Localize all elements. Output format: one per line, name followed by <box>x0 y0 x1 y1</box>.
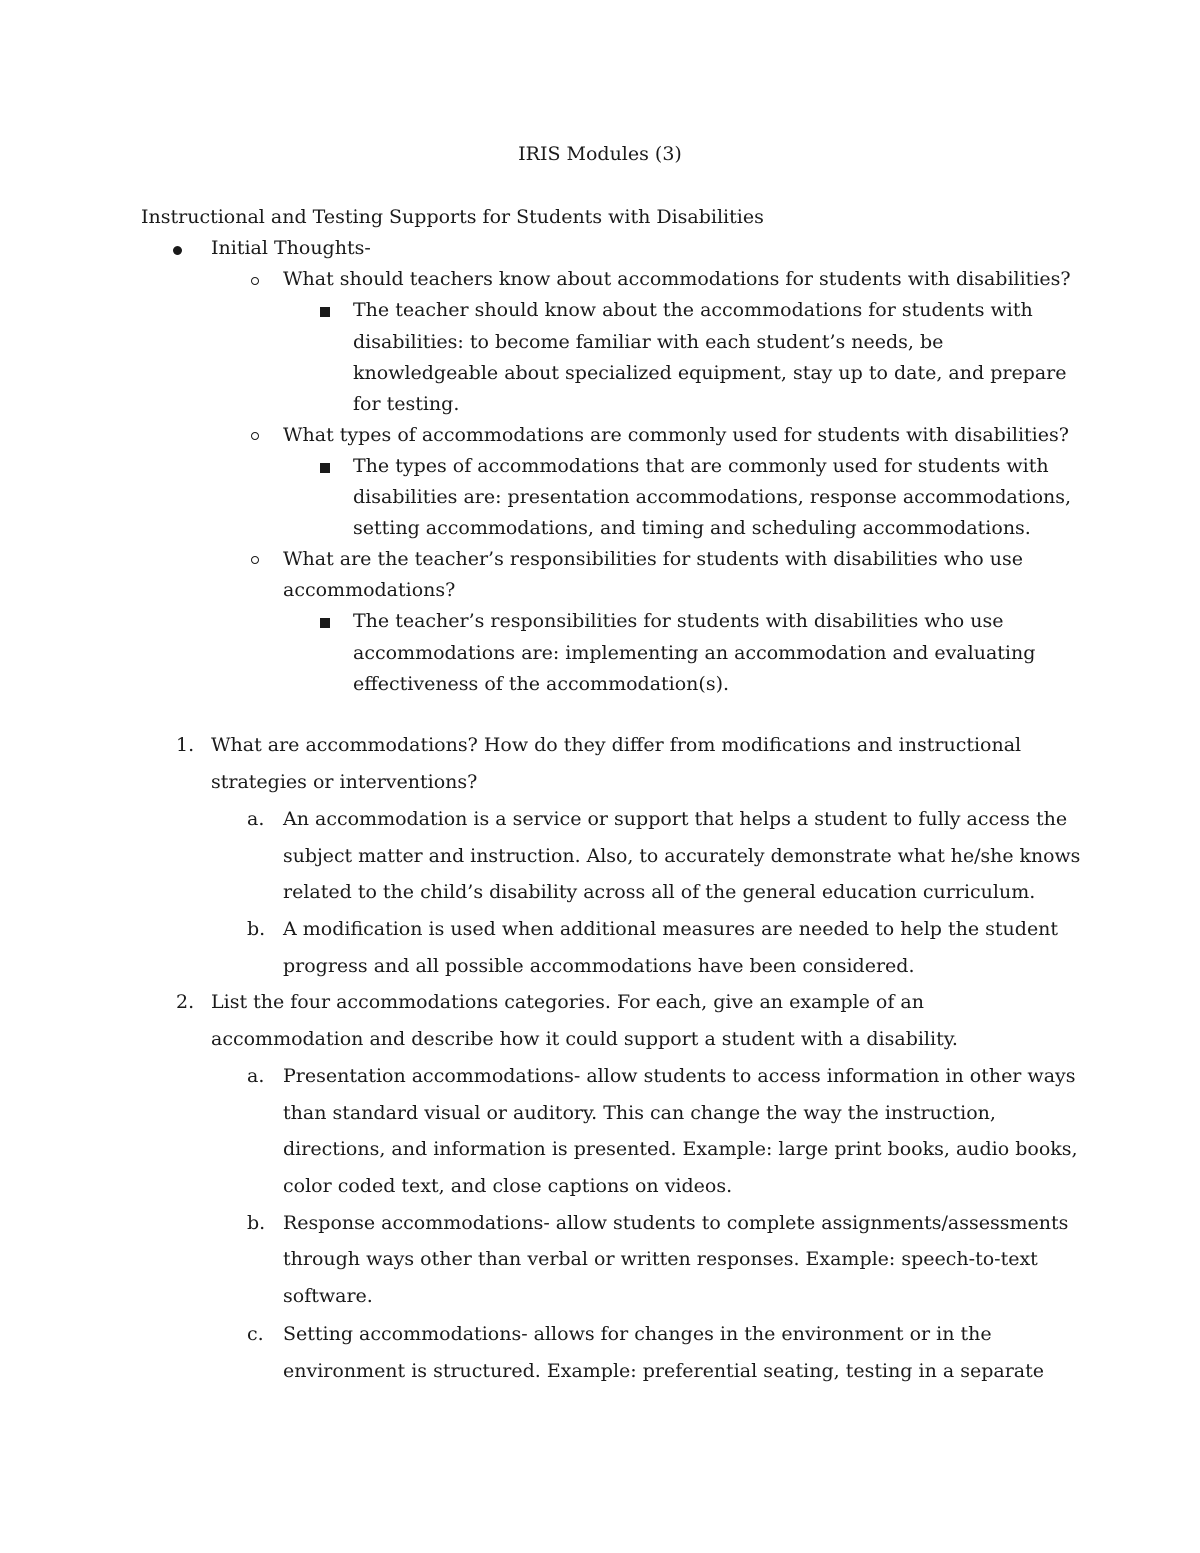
answer-text: The teacher’s responsibilities for students with disabilities who use <box>353 610 1004 632</box>
answer-text: effectiveness of the accommodation(s). <box>353 673 730 695</box>
numbered-question-text: What are accommodations? How do they differ from modifications and instructional <box>211 734 1022 756</box>
sub-item-text: A modification is used when additional measures are needed to help the student <box>283 918 1059 940</box>
list-letter: b. <box>247 918 266 940</box>
sub-item-text: Presentation accommodations- allow students to access information in other ways <box>283 1065 1076 1087</box>
list-letter: a. <box>247 808 265 830</box>
sub-item-text: than standard visual or auditory. This can change the way the instruction, <box>283 1102 996 1124</box>
bullet-dot-icon <box>173 246 182 255</box>
list-number: 2. <box>176 991 195 1013</box>
sub-item-text: environment is structured. Example: preferential seating, testing in a separate <box>283 1360 1045 1382</box>
bullet-circle-icon <box>251 556 259 564</box>
question-text: What should teachers know about accommodations for students with disabilities? <box>283 268 1071 290</box>
sub-item-text: progress and all possible accommodations have been considered. <box>283 955 915 977</box>
question-text: What are the teacher’s responsibilities for students with disabilities who use <box>283 548 1023 570</box>
numbered-question-text: List the four accommodations categories. For each, give an example of an <box>211 991 924 1013</box>
initial-thoughts-label: Initial Thoughts- <box>211 237 371 259</box>
sub-item-text: software. <box>283 1285 373 1307</box>
list-letter: c. <box>247 1323 264 1345</box>
bullet-circle-icon <box>251 277 259 285</box>
bullet-square-icon <box>320 463 330 473</box>
answer-text: knowledgeable about specialized equipment, stay up to date, and prepare <box>353 362 1067 384</box>
answer-text: The teacher should know about the accommodations for students with <box>353 299 1033 321</box>
answer-text: accommodations are: implementing an accommodation and evaluating <box>353 642 1036 664</box>
section-heading: Instructional and Testing Supports for Students with Disabilities <box>141 206 764 228</box>
sub-item-text: directions, and information is presented. Example: large print books, audio books, <box>283 1138 1078 1160</box>
bullet-circle-icon <box>251 432 259 440</box>
bullet-square-icon <box>320 307 330 317</box>
question-text: What types of accommodations are commonly used for students with disabilities? <box>283 424 1069 446</box>
list-letter: b. <box>247 1212 266 1234</box>
document-title: IRIS Modules (3) <box>518 143 682 165</box>
answer-text: The types of accommodations that are commonly used for students with <box>353 455 1049 477</box>
sub-item-text: Setting accommodations- allows for changes in the environment or in the <box>283 1323 992 1345</box>
bullet-square-icon <box>320 618 330 628</box>
numbered-question-text: strategies or interventions? <box>211 771 478 793</box>
answer-text: setting accommodations, and timing and scheduling accommodations. <box>353 517 1031 539</box>
sub-item-text: An accommodation is a service or support that helps a student to fully access the <box>283 808 1068 830</box>
sub-item-text: color coded text, and close captions on videos. <box>283 1175 733 1197</box>
list-number: 1. <box>176 734 195 756</box>
numbered-question-text: accommodation and describe how it could support a student with a disability. <box>211 1028 958 1050</box>
sub-item-text: through ways other than verbal or written responses. Example: speech-to-text <box>283 1248 1038 1270</box>
answer-text: for testing. <box>353 393 460 415</box>
sub-item-text: subject matter and instruction. Also, to accurately demonstrate what he/she knows <box>283 845 1081 867</box>
question-text: accommodations? <box>283 579 456 601</box>
sub-item-text: related to the child’s disability across all of the general education curriculum. <box>283 881 1036 903</box>
sub-item-text: Response accommodations- allow students to complete assignments/assessments <box>283 1212 1069 1234</box>
answer-text: disabilities are: presentation accommodations, response accommodations, <box>353 486 1072 508</box>
answer-text: disabilities: to become familiar with each student’s needs, be <box>353 331 944 353</box>
list-letter: a. <box>247 1065 265 1087</box>
